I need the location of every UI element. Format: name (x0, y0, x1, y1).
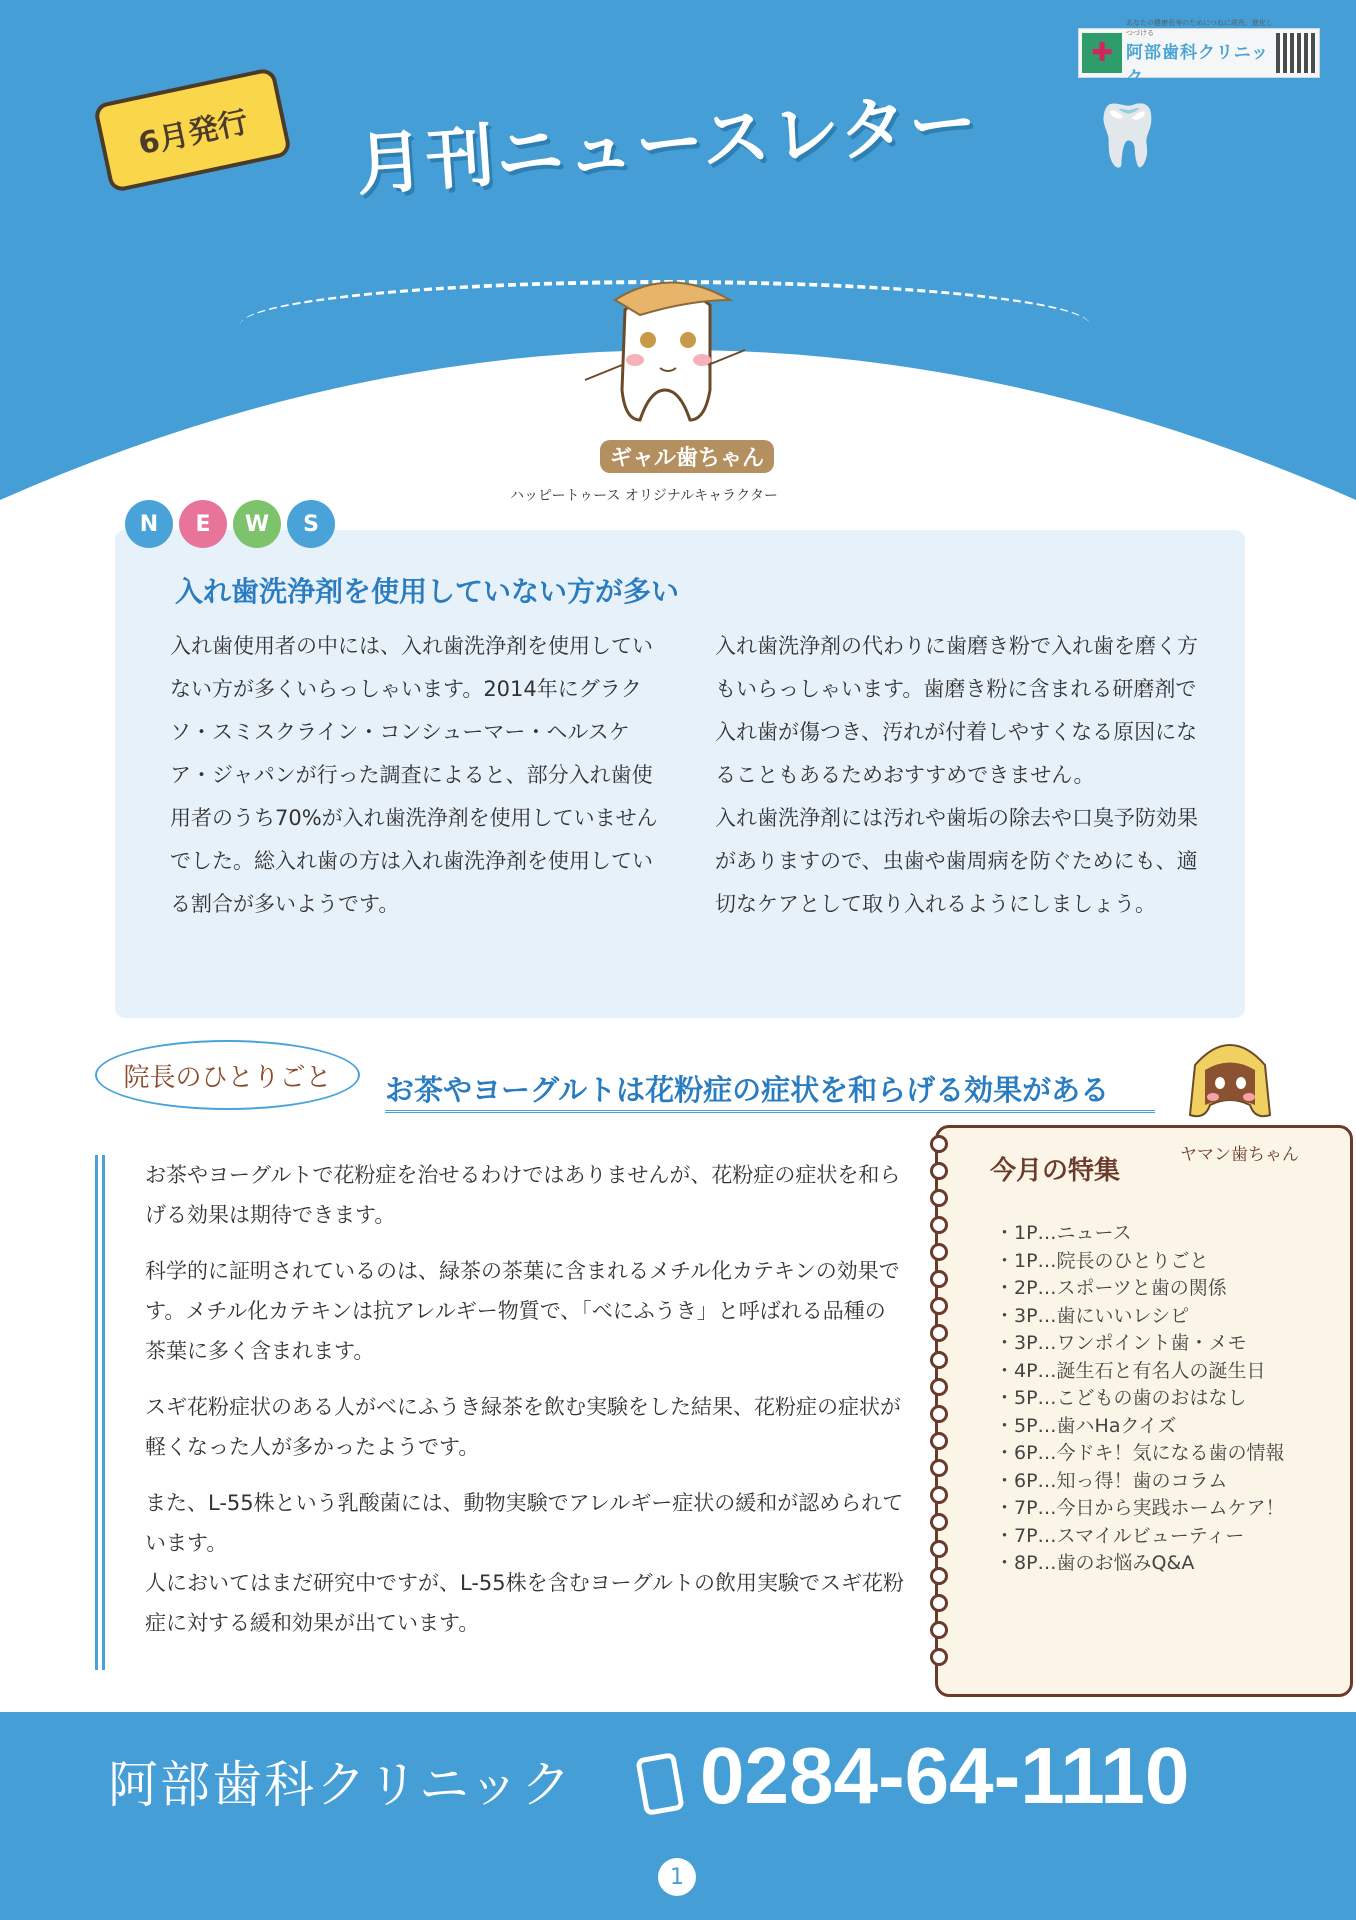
contents-item: ・1P…ニュース (995, 1222, 1132, 1244)
director-section-label: 院長のひとりごと (95, 1040, 360, 1110)
contents-item: ・1P…院長のひとりごと (995, 1249, 1209, 1272)
contents-list (995, 1220, 1335, 1578)
footer-clinic-name: 阿部歯科クリニック (108, 1756, 573, 1814)
contents-item: ・6P…今ドキ！気になる歯の情報 (995, 1442, 1285, 1464)
news-left-column: 入れ歯使用者の中には、入れ歯洗浄剤を使用していない方が多くいらっしゃいます。2014年にグラクソ・スミスクライン・コンシューマー・ヘルスケア・ジャパンが行った調査によると、部分入れ歯使用者のうち70%が入れ歯洗浄剤を使用していませんでした。総入れ歯の方は入れ歯洗浄剤を使用している割合が多いようです。 (170, 634, 658, 916)
notebook-rings (930, 1135, 950, 1675)
left-double-bar (95, 1155, 105, 1670)
tooth-cross-icon: ✚ (1082, 33, 1122, 73)
issue-badge: 6月発行 (93, 67, 293, 193)
contents-item: ・3P…歯にいいレシピ (995, 1304, 1190, 1327)
logo-tagline: あなたの健康長寿のためにつねに成長、進化しつづける (1126, 19, 1273, 37)
news-letter-e: E (179, 500, 227, 548)
news-right-paragraph: 入れ歯洗浄剤の代わりに歯磨き粉で入れ歯を磨く方もいらっしゃいます。歯磨き粉に含まれる研磨剤で入れ歯が傷つき、汚れが付着しやすくなる原因になることもあるためおすすめできません。 (715, 634, 1198, 787)
contents-item: ・7P…スマイルビューティー (995, 1524, 1245, 1547)
heading-underline (385, 1110, 1155, 1113)
contents-item: ・4P…誕生石と有名人の誕生日 (995, 1359, 1266, 1382)
contents-item: ・7P…今日から実践ホームケア！ (995, 1497, 1285, 1519)
mascot-name: ギャル歯ちゃん (600, 440, 774, 473)
yaman-tooth-character-illustration (1175, 1025, 1285, 1135)
news-letter-n: N (125, 500, 173, 548)
director-paragraph: お茶やヨーグルトで花粉症を治せるわけではありませんが、花粉症の症状を和らげる効果は期待できます。 (145, 1163, 901, 1227)
gal-tooth-mascot-illustration (580, 270, 750, 430)
director-paragraph: また、L-55株という乳酸菌には、動物実験でアレルギー症状の緩和が認められています。 人においてはまだ研究中ですが、L-55株を含むヨーグルトの飲用実験でスギ花粉症に対する緩和効果が出ています。 (145, 1491, 904, 1635)
news-right-column (715, 625, 1215, 926)
news-letter-s: S (287, 500, 335, 548)
news-right-paragraph: 入れ歯洗浄剤には汚れや歯垢の除去や口臭予防効果がありますので、虫歯や歯周病を防ぐためにも、適切なケアとして取り入れるようにしましょう。 (715, 806, 1198, 916)
page-number: 1 (658, 1858, 696, 1896)
qr-code-icon (1276, 33, 1316, 73)
logo-name: 阿部歯科クリニック (1126, 43, 1269, 88)
contents-item: ・6P…知っ得！歯のコラム (995, 1469, 1228, 1492)
contents-item: ・8P…歯のお悩みQ&A (995, 1552, 1195, 1574)
director-body (145, 1155, 905, 1659)
contents-item: ・2P…スポーツと歯の関係 (995, 1277, 1227, 1299)
director-paragraph: 科学的に証明されているのは、緑茶の茶葉に含まれるメチル化カテキンの効果です。メチル化カテキンは抗アレルギー物質で、「べにふうき」と呼ばれる品種の茶葉に多く含まれます。 (145, 1259, 900, 1363)
contents-item: ・5P…こどもの歯のおはなし (995, 1387, 1247, 1409)
news-letter-w: W (233, 500, 281, 548)
contents-item: ・3P…ワンポイント歯・メモ (995, 1332, 1247, 1354)
clinic-logo (1078, 19, 1320, 88)
footer-phone-number: 0284-64-1110 (700, 1731, 1190, 1820)
news-badges (125, 500, 335, 548)
contents-heading: 今月の特集 (990, 1156, 1121, 1186)
contents-item: ・5P…歯ハHaクイズ (995, 1414, 1177, 1437)
director-heading: お茶やヨーグルトは花粉症の症状を和らげる効果がある (385, 1073, 1110, 1107)
mascot-caption: ハッピートゥース オリジナルキャラクター (510, 488, 778, 504)
character-name: ヤマン歯ちゃん (1180, 1145, 1299, 1165)
news-heading: 入れ歯洗浄剤を使用していない方が多い (175, 575, 680, 608)
director-paragraph: スギ花粉症状のある人がべにふうき緑茶を飲む実験をした結果、花粉症の症状が軽くなった人が多かったようです。 (145, 1395, 901, 1459)
tooth-icon: 🦷 (1090, 101, 1165, 171)
newsletter-title: 月刊ニュースレター (353, 83, 982, 206)
